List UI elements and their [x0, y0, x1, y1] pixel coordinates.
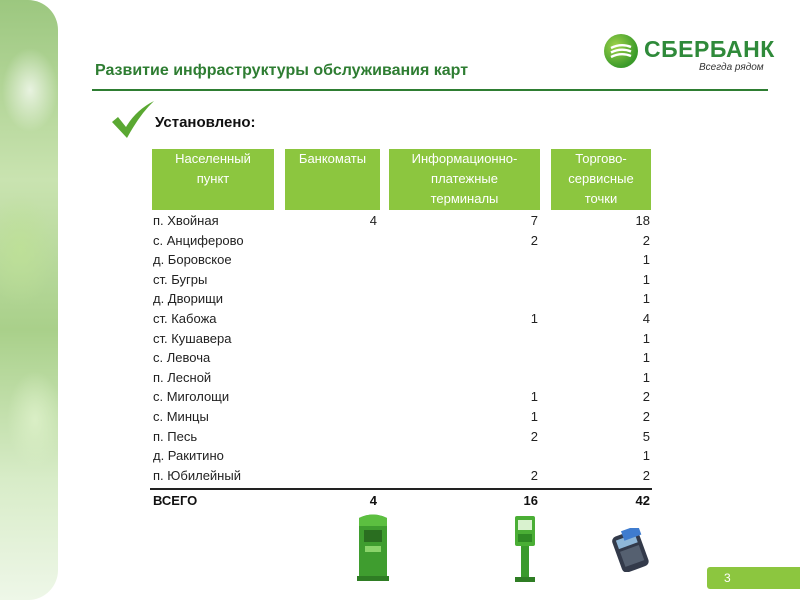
info-terminal-count: 1 — [530, 389, 538, 405]
table-row — [150, 272, 652, 291]
pos-count: 5 — [642, 428, 650, 444]
table-row — [150, 291, 652, 310]
table-row — [150, 213, 652, 232]
settlement-name: п. Юбилейный — [153, 467, 241, 483]
checkmark-icon — [110, 100, 156, 142]
info-terminal-count: 7 — [530, 213, 538, 228]
settlement-name: п. Лесной — [153, 369, 212, 385]
pos-count: 1 — [642, 448, 650, 464]
table-row — [150, 370, 652, 389]
header-pos-line2: сервисные — [568, 171, 634, 186]
settlement-name: д. Ракитино — [153, 448, 224, 464]
settlement-name: п. Песь — [153, 428, 198, 444]
table-row — [150, 233, 652, 252]
section-label: Установлено: — [155, 114, 256, 131]
total-pos: 42 — [635, 493, 650, 508]
settlement-name: с. Левоча — [153, 350, 211, 366]
pos-count: 2 — [642, 467, 650, 483]
header-atm-line1: Банкоматы — [298, 151, 367, 166]
settlement-name: п. Хвойная — [153, 213, 219, 228]
header-info-line1: Информационно- — [411, 151, 518, 166]
pos-count: 1 — [642, 330, 650, 346]
total-label: ВСЕГО — [153, 493, 198, 508]
info-terminal-count: 2 — [530, 467, 538, 483]
payment-terminal-icon — [512, 514, 538, 584]
header-pos-line1: Торгово- — [575, 151, 627, 166]
table-row — [150, 311, 652, 330]
info-terminal-count: 2 — [530, 428, 538, 444]
pos-count: 2 — [642, 232, 650, 248]
pos-count: 1 — [642, 271, 650, 287]
pos-count: 2 — [642, 389, 650, 405]
page-number: 3 — [707, 567, 800, 589]
table-row — [150, 429, 652, 448]
total-info: 16 — [523, 493, 538, 508]
brand-name: СБЕРБАНК — [644, 36, 775, 62]
info-terminal-count: 1 — [530, 311, 538, 326]
settlement-name: ст. Бугры — [153, 271, 208, 287]
side-decoration — [0, 0, 58, 600]
pos-count: 1 — [642, 350, 650, 366]
header-pos — [551, 149, 651, 210]
logo-mark-icon — [604, 34, 638, 68]
pos-count: 4 — [642, 311, 650, 326]
settlement-name: с. Миголощи — [153, 389, 230, 405]
pos-count: 2 — [642, 409, 650, 424]
page-title: Развитие инфраструктуры обслуживания карт — [95, 62, 469, 79]
header-info-line3: терминалы — [430, 191, 499, 206]
settlement-name: д. Боровское — [153, 252, 232, 268]
settlement-name: с. Анциферово — [153, 232, 244, 248]
header-info-line2: платежные — [431, 171, 498, 186]
pos-count: 18 — [635, 213, 650, 228]
settlement-name: д. Дворищи — [153, 291, 224, 307]
pos-count: 1 — [642, 291, 650, 307]
brand-slogan: Всегда рядом — [699, 62, 764, 73]
info-terminal-count: 2 — [530, 232, 538, 248]
settlement-name: с. Минцы — [153, 409, 209, 424]
atm-icon — [355, 512, 391, 582]
table-row — [150, 389, 652, 408]
pos-count: 1 — [642, 252, 650, 268]
atm-count: 4 — [369, 213, 377, 228]
header-atm — [285, 149, 380, 210]
table-row — [150, 409, 652, 428]
info-terminal-count: 1 — [530, 409, 538, 424]
header-settlement-line2: пункт — [196, 171, 230, 186]
table-row — [150, 350, 652, 369]
sberbank-logo — [604, 34, 775, 74]
header-settlement — [152, 149, 274, 210]
pos-count: 1 — [642, 369, 650, 385]
settlement-name: ст. Кабожа — [153, 311, 217, 326]
total-divider — [150, 488, 652, 490]
table-row — [150, 331, 652, 350]
table-row — [150, 468, 652, 487]
title-divider — [92, 89, 768, 91]
settlement-name: ст. Кушавера — [153, 330, 232, 346]
table-row — [150, 252, 652, 271]
header-pos-line3: точки — [584, 191, 618, 206]
header-info-terminals — [389, 149, 540, 210]
header-settlement-line1: Населенный — [175, 151, 251, 166]
table-row — [150, 448, 652, 467]
total-atm: 4 — [369, 493, 377, 508]
card-reader-icon — [608, 528, 654, 572]
